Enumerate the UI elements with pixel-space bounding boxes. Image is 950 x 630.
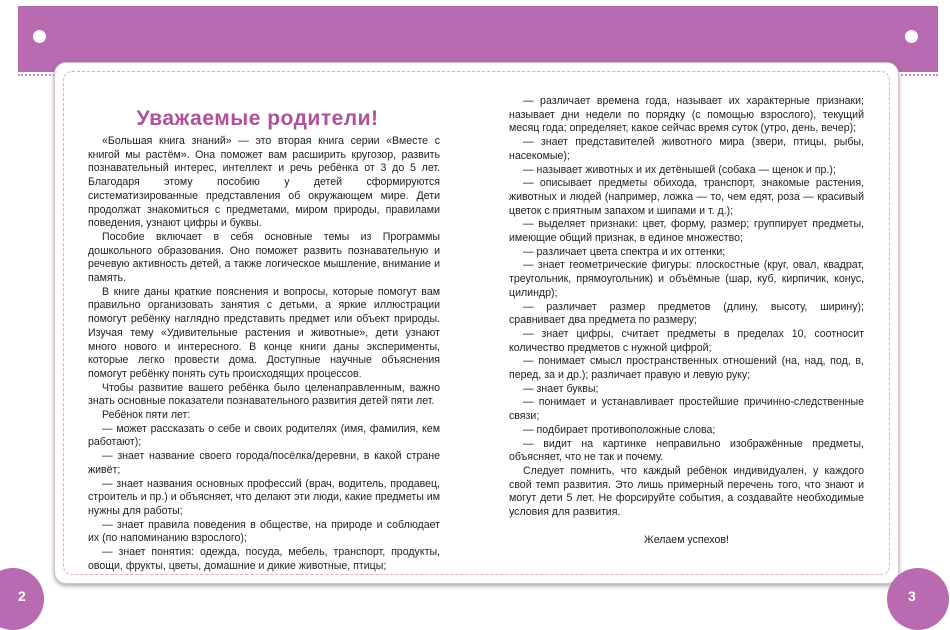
list-item: — знает цифры, считает предметы в пределах 10, соотносит количество предметов с нужной цифрой; bbox=[509, 327, 864, 354]
paragraph: Чтобы развитие вашего ребёнка было целенаправленным, важно знать основные показатели познавательного развития детей пяти лет. bbox=[88, 381, 440, 408]
binder-hole-right bbox=[905, 30, 918, 43]
list-item: — знает геометрические фигуры: плоскостные (круг, овал, квадрат, треугольник, прямоугольник) и объёмные (шар, куб, кирпичик, конус, цилиндр); bbox=[509, 259, 864, 299]
list-item: — различает размер предметов (длину, высоту, ширину); сравнивает два предмета по размеру; bbox=[509, 300, 864, 327]
binder-hole-left bbox=[33, 30, 46, 43]
list-item: — подбирает противоположные слова; bbox=[523, 423, 716, 436]
list-item: — может рассказать о себе и своих родителях (имя, фамилия, кем работают); bbox=[88, 422, 440, 449]
list-item: — понимает смысл пространственных отношений (на, над, под, в, перед, за и др.); различает правую и левую руку; bbox=[509, 355, 864, 382]
paragraph: Следует помнить, что каждый ребёнок индивидуален, у каждого свой темп развития. Это лишь примерный перечень того, что знают и могут дети 5 лет. Не форсируйте события, а создавайте необходимые условия для развития. bbox=[509, 464, 864, 519]
paragraph: «Большая книга знаний» — это вторая книга серии «Вместе с книгой мы растём». Она поможет вам расширить кругозор, развить познавательный интерес, интеллект и речь ребёнка от 3 до 5 лет. Благодаря этому пособию у детей сформируются систематизированные представления об окружающем мире. Дети продолжат знакомиться с предметами, миром природы, правилами поведения, узнают цифры и буквы. bbox=[88, 135, 440, 230]
page-number-right bbox=[887, 568, 949, 630]
page-number-left bbox=[0, 568, 44, 630]
list-item: — выделяет признаки: цвет, форму, размер; группирует предметы, имеющие общий признак, в единое множество; bbox=[509, 218, 864, 245]
list-item: — различает цвета спектра и их оттенки; bbox=[523, 245, 726, 258]
page-number-left-label: 2 bbox=[18, 588, 26, 604]
list-item: — знает название своего города/посёлка/деревни, в какой стране живёт; bbox=[88, 450, 440, 476]
list-item: — знает правила поведения в обществе, на природе и соблюдает их (по напоминанию взрослого); bbox=[88, 518, 440, 545]
closing-line: Желаем успехов! bbox=[644, 533, 729, 546]
list-item: — знает представителей животного мира (звери, птицы, рыбы, насекомые); bbox=[509, 136, 864, 162]
list-item: — называет животных и их детёнышей (собака — щенок и пр.); bbox=[523, 163, 836, 176]
right-column bbox=[509, 95, 864, 548]
paragraph: В книге даны краткие пояснения и вопросы, которые помогут вам правильно организовать занятия с детьми, а яркие иллюстрации помогут ребёнку наглядно представить предмет или объект природы. Изучая тему «Удивительные растения и животные», дети узнают много нового и интересного. В конце книги даны эксперименты, которые легко провести дома. Доступные научные объяснения помогут ребёнку понять суть происходящих процессов. bbox=[88, 285, 440, 380]
paragraph: Ребёнок пяти лет: bbox=[102, 409, 191, 422]
list-item: — описывает предметы обихода, транспорт, знакомые растения, животных и людей (например, ложка — то, чем едят, роза — красивый цветок с приятным запахом и шипами и т. д.); bbox=[509, 177, 864, 217]
left-column bbox=[88, 135, 440, 574]
list-item: — видит на картинке неправильно изображённые предметы, объясняет, что не так и почему. bbox=[509, 437, 864, 464]
list-item: — знает буквы; bbox=[523, 382, 599, 395]
paragraph: Пособие включает в себя основные темы из Программы дошкольного образования. Оно поможет развить познавательную и речевую активность детей, а также логическое мышление, внимание и память. bbox=[88, 230, 440, 285]
list-item: — знает понятия: одежда, посуда, мебель, транспорт, продукты, овощи, фрукты, цветы, домашние и дикие животные, птицы; bbox=[88, 546, 440, 572]
list-item: — различает времена года, называет их характерные признаки; называет дни недели по порядку (с помощью взрослого), текущий месяц года; определяет, какое сейчас время суток (утро, день, вечер); bbox=[509, 95, 864, 135]
page-title: Уважаемые родители! bbox=[136, 107, 379, 130]
list-item: — понимает и устанавливает простейшие причинно-следственные связи; bbox=[509, 396, 864, 423]
list-item: — знает названия основных профессий (врач, водитель, продавец, строитель и пр.) и объясняет, что делают эти люди, какие предметы им нужны для работы; bbox=[88, 477, 440, 517]
page-number-right-label: 3 bbox=[908, 588, 916, 604]
